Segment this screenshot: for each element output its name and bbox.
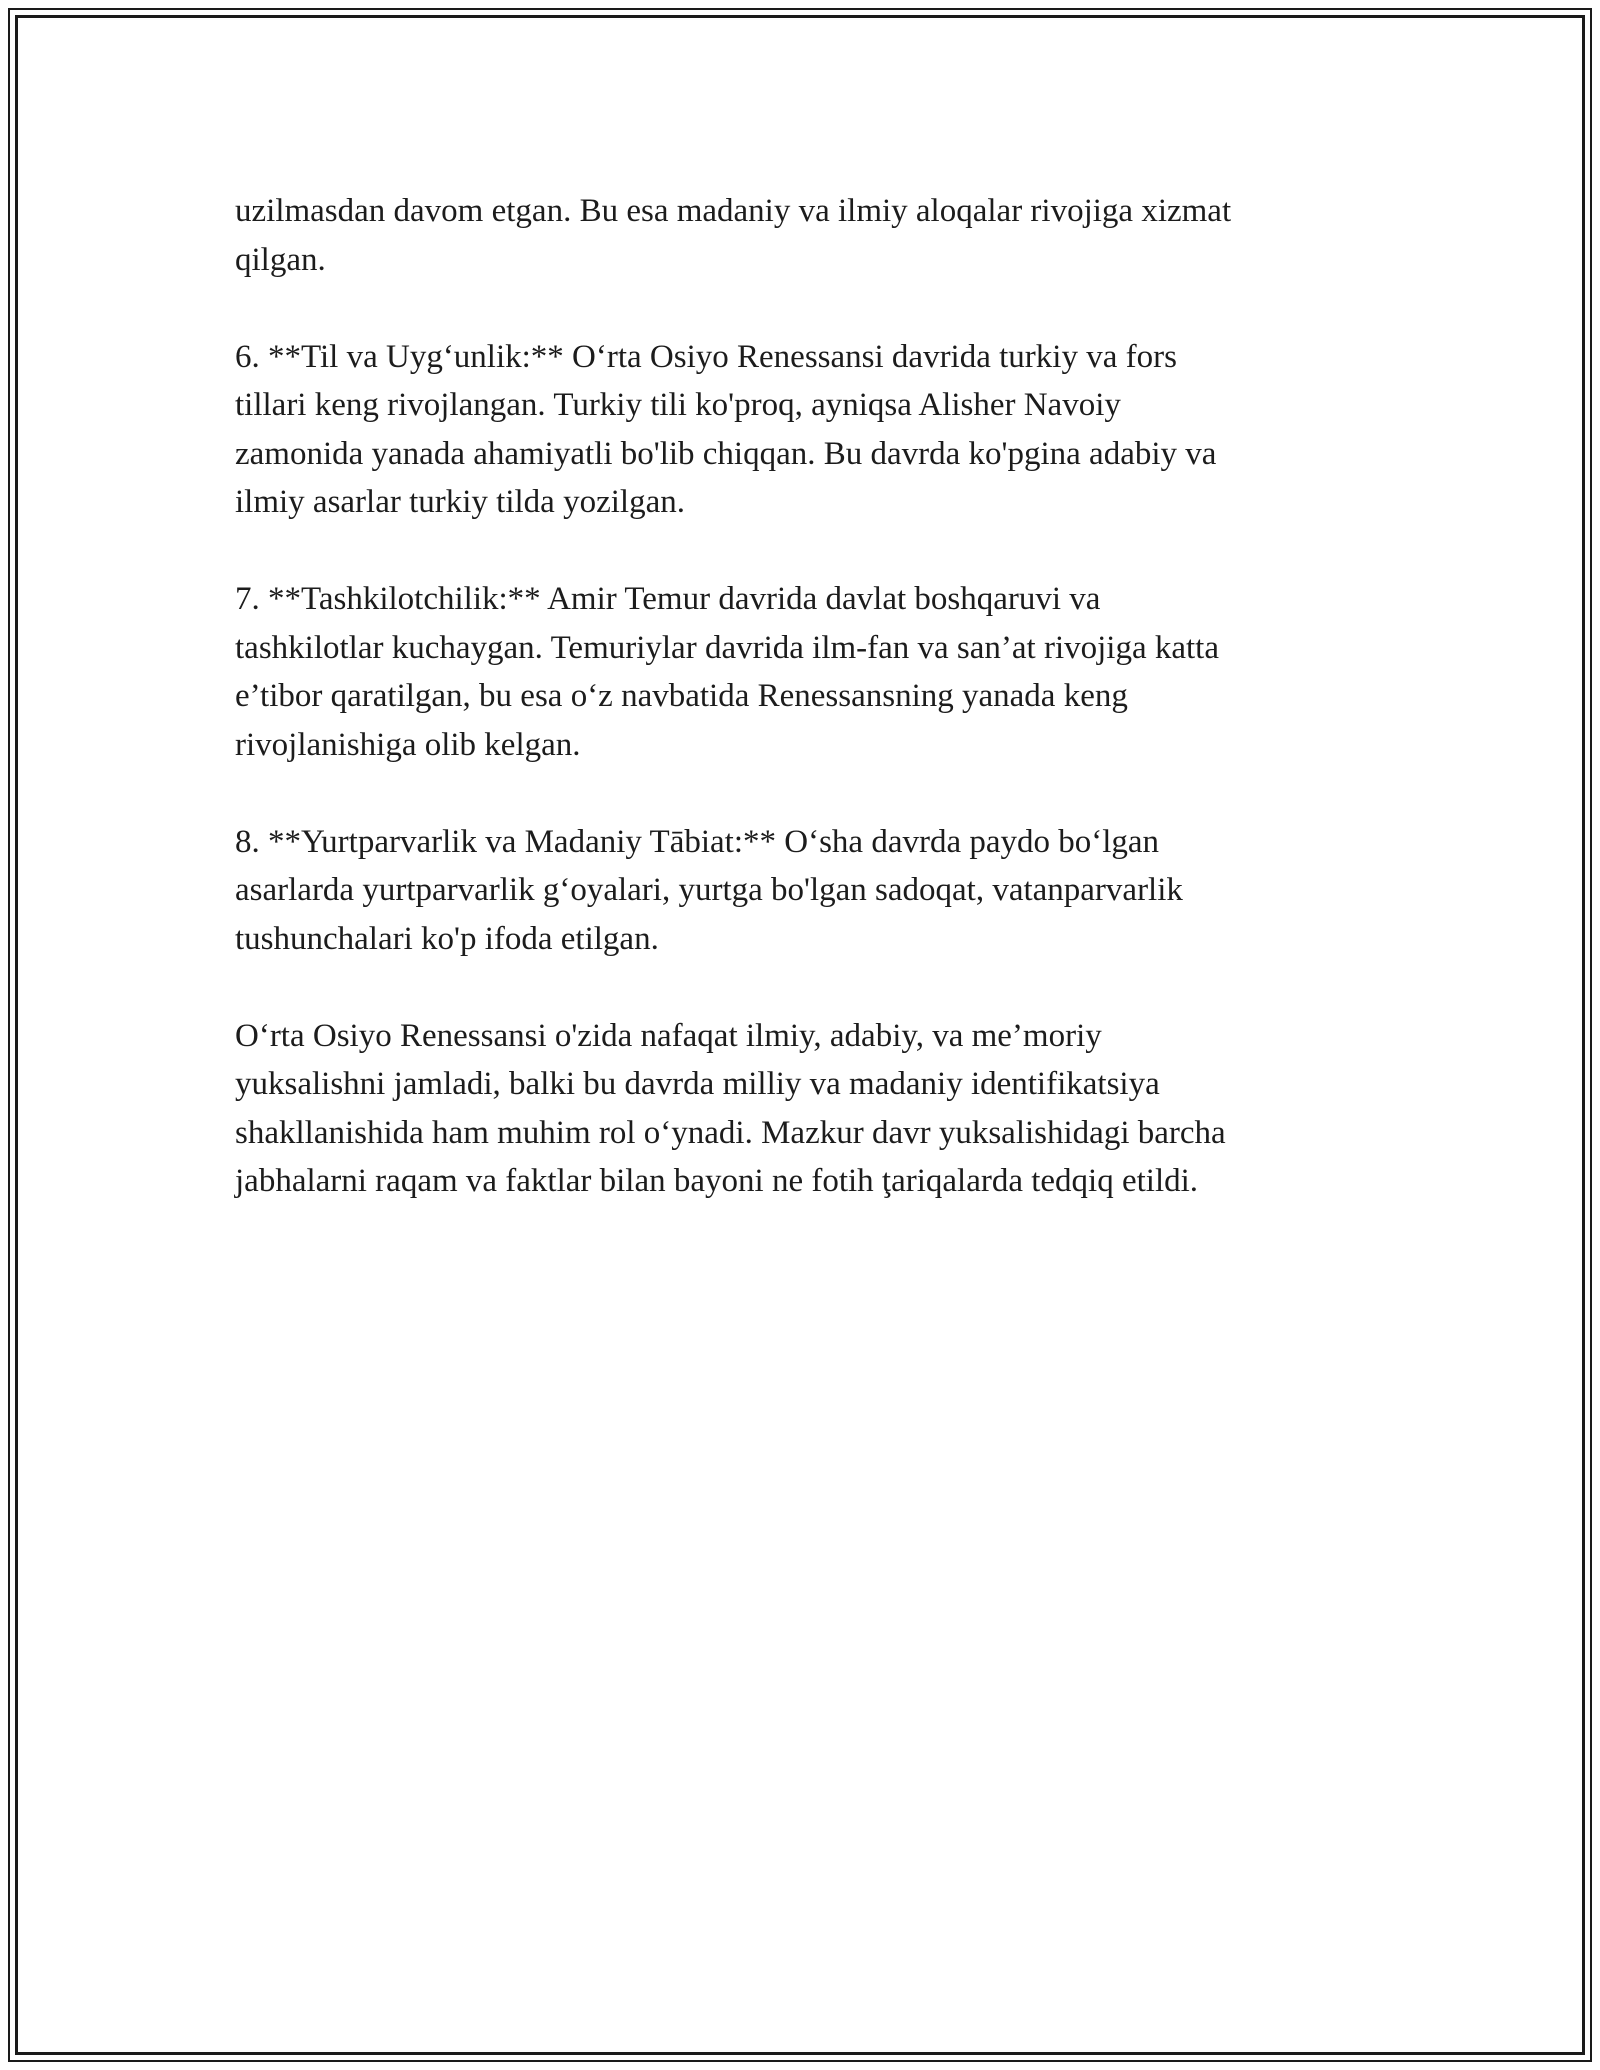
- paragraph-continuation: uzilmasdan davom etgan. Bu esa madaniy va ilmiy aloqalar rivojiga xizmat qilgan.: [235, 193, 1232, 278]
- paragraph-item-8: 8. **Yurtparvarlik va Madaniy Tābiat:** O‘sha davrda paydo bo‘lgan asarlarda yurtparvarlik g‘oyalari, yurtga bo'lgan sadoqat, vatanparvarlik tushunchalari ko'p ifoda etilgan.: [235, 823, 1183, 957]
- document-body: [235, 187, 1365, 1254]
- paragraph-item-7: 7. **Tashkilotchilik:** Amir Temur davrida davlat boshqaruvi va tashkilotlar kuchaygan. Temuriylar davrida ilm-fan va san’at rivojiga katta e’tibor qaratilgan, bu esa o‘z navbatida Renessansning yanada keng rivojlanishiga olib kelgan.: [235, 581, 1219, 763]
- paragraph-conclusion: O‘rta Osiyo Renessansi o'zida nafaqat ilmiy, adabiy, va me’moriy yuksalishni jamladi, balki bu davrda milliy va madaniy identifikatsiya shakllanishida ham muhim rol o‘ynadi. Mazkur davr yuksalishidagi barcha jabhalarni raqam va faktlar bilan bayoni ne fotih ţariqalarda tedqiq etildi.: [235, 1017, 1226, 1199]
- paragraph-item-6: 6. **Til va Uyg‘unlik:** O‘rta Osiyo Renessansi davrida turkiy va fors tillari keng rivojlangan. Turkiy tili ko'proq, ayniqsa Alisher Navoiy zamonida yanada ahamiyatli bo'lib chiqqan. Bu davrda ko'pgina adabiy va ilmiy asarlar turkiy tilda yozilgan.: [235, 338, 1217, 520]
